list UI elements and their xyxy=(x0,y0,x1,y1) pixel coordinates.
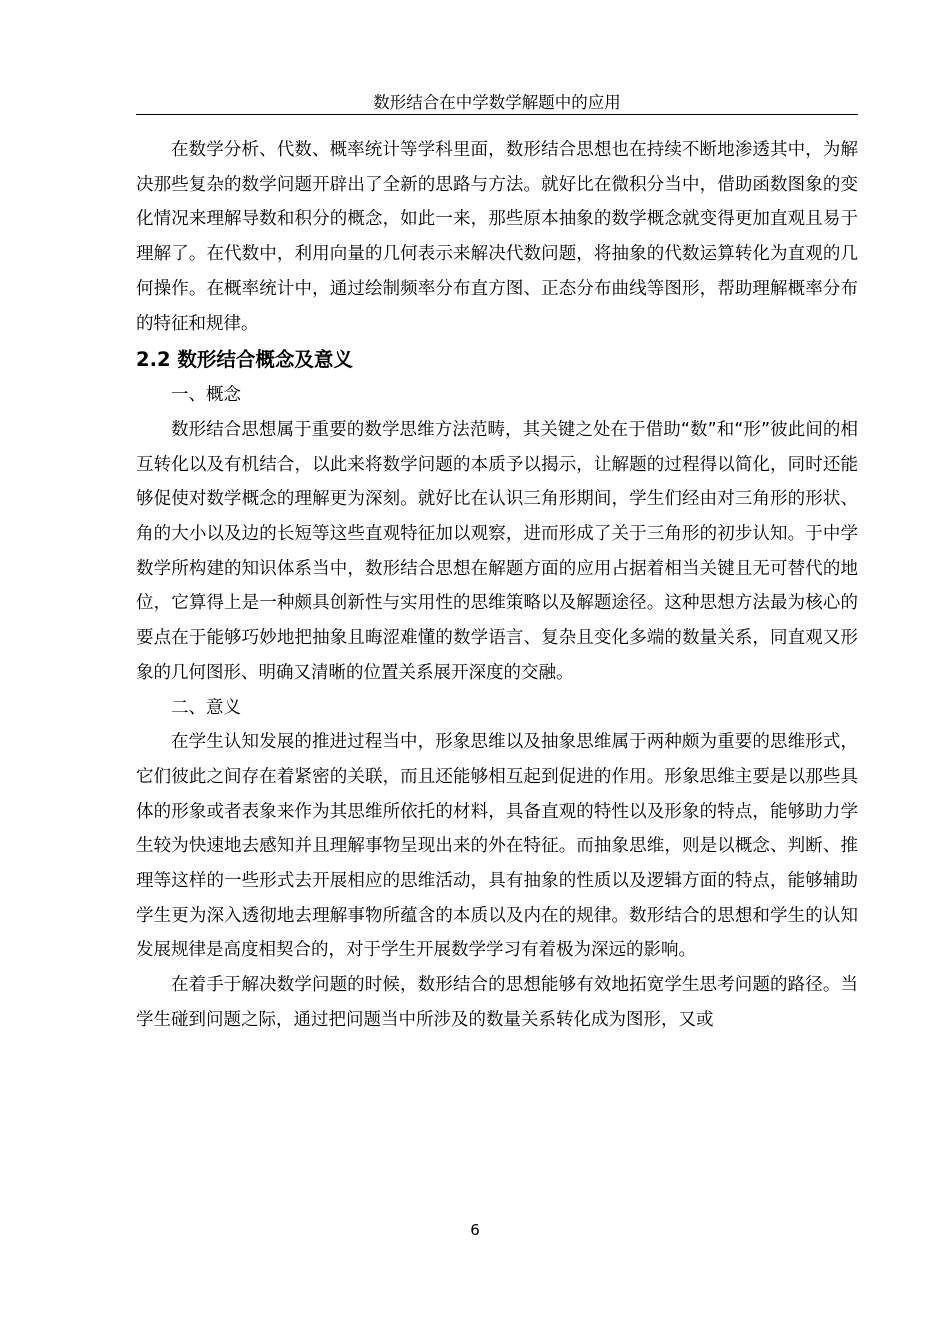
meaning-paragraph-2: 在着手于解决数学问题的时候，数形结合的思想能够有效地拓宽学生思考问题的路径。当学生碰到问题之际，通过把问题当中所涉及的数量关系转化成为图形，又或 xyxy=(136,975,858,1030)
meaning-heading: 二、意义 xyxy=(171,697,241,718)
meaning-paragraph-1: 在学生认知发展的推进过程当中，形象思维以及抽象思维属于两种颇为重要的思维形式，它们彼此之间存在着紧密的关联，而且还能够相互起到促进的作用。形象思维主要是以那些具体的形象或者表象来作为其思维所依托的材料，具备直观的特性以及形象的特点，能够助力学生较为快速地去感知并且理解事物呈现出来的外在特征。而抽象思维，则是以概念、判断、推理等这样的一些形式去开展相应的思维活动，具有抽象的性质以及逻辑方面的特点，能够辅助学生更为深入透彻地去理解事物所蕴含的本质以及内在的规律。数形结合的思想和学生的认知发展规律是高度相契合的，对于学生开展数学学习有着极为深远的影响。 xyxy=(136,732,858,961)
section-heading: 2.2 数形结合概念及意义 xyxy=(136,348,353,372)
header-divider xyxy=(136,114,858,115)
page-number: 6 xyxy=(470,1221,480,1239)
running-header: 数形结合在中学数学解题中的应用 xyxy=(373,93,621,112)
concept-heading: 一、概念 xyxy=(171,385,241,406)
intro-paragraph: 在数学分析、代数、概率统计等学科里面，数形结合思想也在持续不断地渗透其中，为解决那些复杂的数学问题开辟出了全新的思路与方法。就好比在微积分当中，借助函数图象的变化情况来理解导数和积分的概念，如此一来，那些原本抽象的数学概念就变得更加直观且易于理解了。在代数中，利用向量的几何表示来解决代数问题，将抽象的代数运算转化为直观的几何操作。在概率统计中，通过绘制频率分布直方图、正态分布曲线等图形，帮助理解概率分布的特征和规律。 xyxy=(136,140,858,334)
concept-paragraph: 数形结合思想属于重要的数学思维方法范畴，其关键之处在于借助“数”和“形”彼此间的相互转化以及有机结合，以此来将数学问题的本质予以揭示，让解题的过程得以简化，同时还能够促使对数学概念的理解更为深刻。就好比在认识三角形期间，学生们经由对三角形的形状、角的大小以及边的长短等这些直观特征加以观察，进而形成了关于三角形的初步认知。于中学数学所构建的知识体系当中，数形结合思想在解题方面的应用占据着相当关键且无可替代的地位，它算得上是一种颇具创新性与实用性的思维策略以及解题途径。这种思想方法最为核心的要点在于能够巧妙地把抽象且晦涩难懂的数学语言、复杂且变化多端的数量关系，同直观又形象的几何图形、明确又清晰的位置关系展开深度的交融。 xyxy=(136,419,858,683)
page-body xyxy=(136,133,858,1038)
